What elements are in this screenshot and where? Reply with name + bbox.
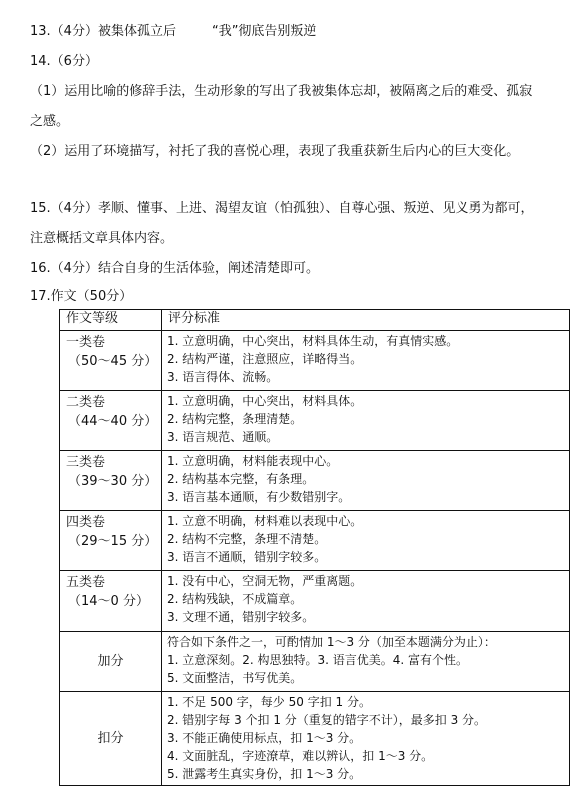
table-row [60, 331, 570, 391]
criteria-cell [162, 391, 570, 451]
level-cell [60, 391, 162, 451]
criteria-line: 2. 结构残缺，不成篇章。 [167, 592, 303, 606]
criteria-line: 3. 不能正确使用标点，扣 1～3 分。 [167, 731, 362, 745]
answer-14-heading: 14.（6分） [30, 54, 98, 69]
criteria-line: 2. 结构完整，条理清楚。 [167, 412, 303, 426]
criteria-line: 3. 语言不通顺，错别字较多。 [167, 550, 327, 564]
level-name: 四类卷 [66, 515, 106, 530]
level-cell [60, 511, 162, 571]
level-range: （44～40 分） [68, 414, 158, 429]
criteria-line: 2. 结构基本完整，有条理。 [167, 472, 315, 486]
header-criteria: 评分标准 [162, 310, 570, 331]
level-range: （39～30 分） [68, 474, 158, 489]
criteria-line: 4. 文面脏乱，字迹潦草，难以辨认，扣 1～3 分。 [167, 749, 434, 763]
level-name: 二类卷 [66, 395, 106, 410]
criteria-line: 1. 不足 500 字，每少 50 字扣 1 分。 [167, 695, 371, 709]
answer-14-1-line1: （1）运用比喻的修辞手法，生动形象的写出了我被集体忘却，被隔离之后的难受、孤寂 [30, 84, 533, 99]
level-cell: 加分 [60, 632, 162, 692]
table-row [60, 511, 570, 571]
criteria-line: 3. 语言规范、通顺。 [167, 430, 279, 444]
answer-14-2: （2）运用了环境描写，衬托了我的喜悦心理，表现了我重获新生后内心的巨大变化。 [30, 144, 520, 159]
table-row [60, 571, 570, 632]
table-header-row [60, 310, 570, 331]
criteria-line: 2. 错别字每 3 个扣 1 分（重复的错字不计），最多扣 3 分。 [167, 713, 487, 727]
criteria-line: 1. 立意明确，中心突出，材料具体生动，有真情实感。 [167, 334, 459, 348]
level-cell [60, 571, 162, 632]
criteria-line: 3. 文理不通，错别字较多。 [167, 610, 315, 624]
level-cell [60, 331, 162, 391]
table-row [60, 451, 570, 511]
answer-14-1-line2: 之感。 [30, 114, 70, 129]
criteria-cell [162, 331, 570, 391]
criteria-line: 2. 结构严谨，注意照应，详略得当。 [167, 352, 363, 366]
answer-15-line1: 15.（4分）孝顺、懂事、上进、渴望友谊（怕孤独）、自尊心强、叛逆、见义勇为都可， [30, 201, 534, 216]
criteria-line: 2. 结构不完整，条理不清楚。 [167, 532, 327, 546]
criteria-line: 1. 立意明确，中心突出，材料具体。 [167, 394, 363, 408]
table-row [60, 632, 570, 692]
answer-13 [30, 23, 316, 41]
answer-17-heading: 17.作文（50分） [30, 289, 133, 304]
criteria-cell [162, 571, 570, 632]
level-name: 三类卷 [66, 455, 106, 470]
criteria-line: 3. 语言得体、流畅。 [167, 370, 279, 384]
criteria-line: 5. 泄露考生真实身份，扣 1～3 分。 [167, 767, 362, 781]
criteria-cell [162, 451, 570, 511]
level-name: 一类卷 [66, 335, 106, 350]
level-cell [60, 451, 162, 511]
answer-13-text: 13.（4分）被集体孤立后 [30, 24, 176, 39]
criteria-cell [162, 692, 570, 786]
answer-15-line2: 注意概括文章具体内容。 [30, 231, 174, 246]
table-row [60, 391, 570, 451]
grading-table [59, 309, 570, 786]
answer-16: 16.（4分）结合自身的生活体验，阐述清楚即可。 [30, 261, 319, 276]
level-range: （29～15 分） [68, 534, 158, 549]
level-name: 五类卷 [66, 575, 106, 590]
criteria-cell [162, 511, 570, 571]
answer-13-extra: “我”彻底告别叛逆 [211, 24, 317, 39]
criteria-line: 1. 没有中心，空洞无物，严重离题。 [167, 574, 363, 588]
level-cell: 扣分 [60, 692, 162, 786]
level-range: （50～45 分） [68, 354, 158, 369]
criteria-line: 3. 语言基本通顺，有少数错别字。 [167, 490, 351, 504]
criteria-line: 5. 文面整洁，书写优美。 [167, 671, 303, 685]
criteria-line: 1. 立意明确，材料能表现中心。 [167, 454, 339, 468]
criteria-line: 1. 立意深刻。2. 构思独特。3. 语言优美。4. 富有个性。 [167, 653, 469, 667]
criteria-cell [162, 632, 570, 692]
table-row [60, 692, 570, 786]
criteria-line: 符合如下条件之一，可酌情加 1～3 分（加至本题满分为止）： [167, 635, 496, 649]
header-level: 作文等级 [60, 310, 162, 331]
criteria-line: 1. 立意不明确，材料难以表现中心。 [167, 514, 363, 528]
level-range: （14～0 分） [68, 594, 149, 609]
